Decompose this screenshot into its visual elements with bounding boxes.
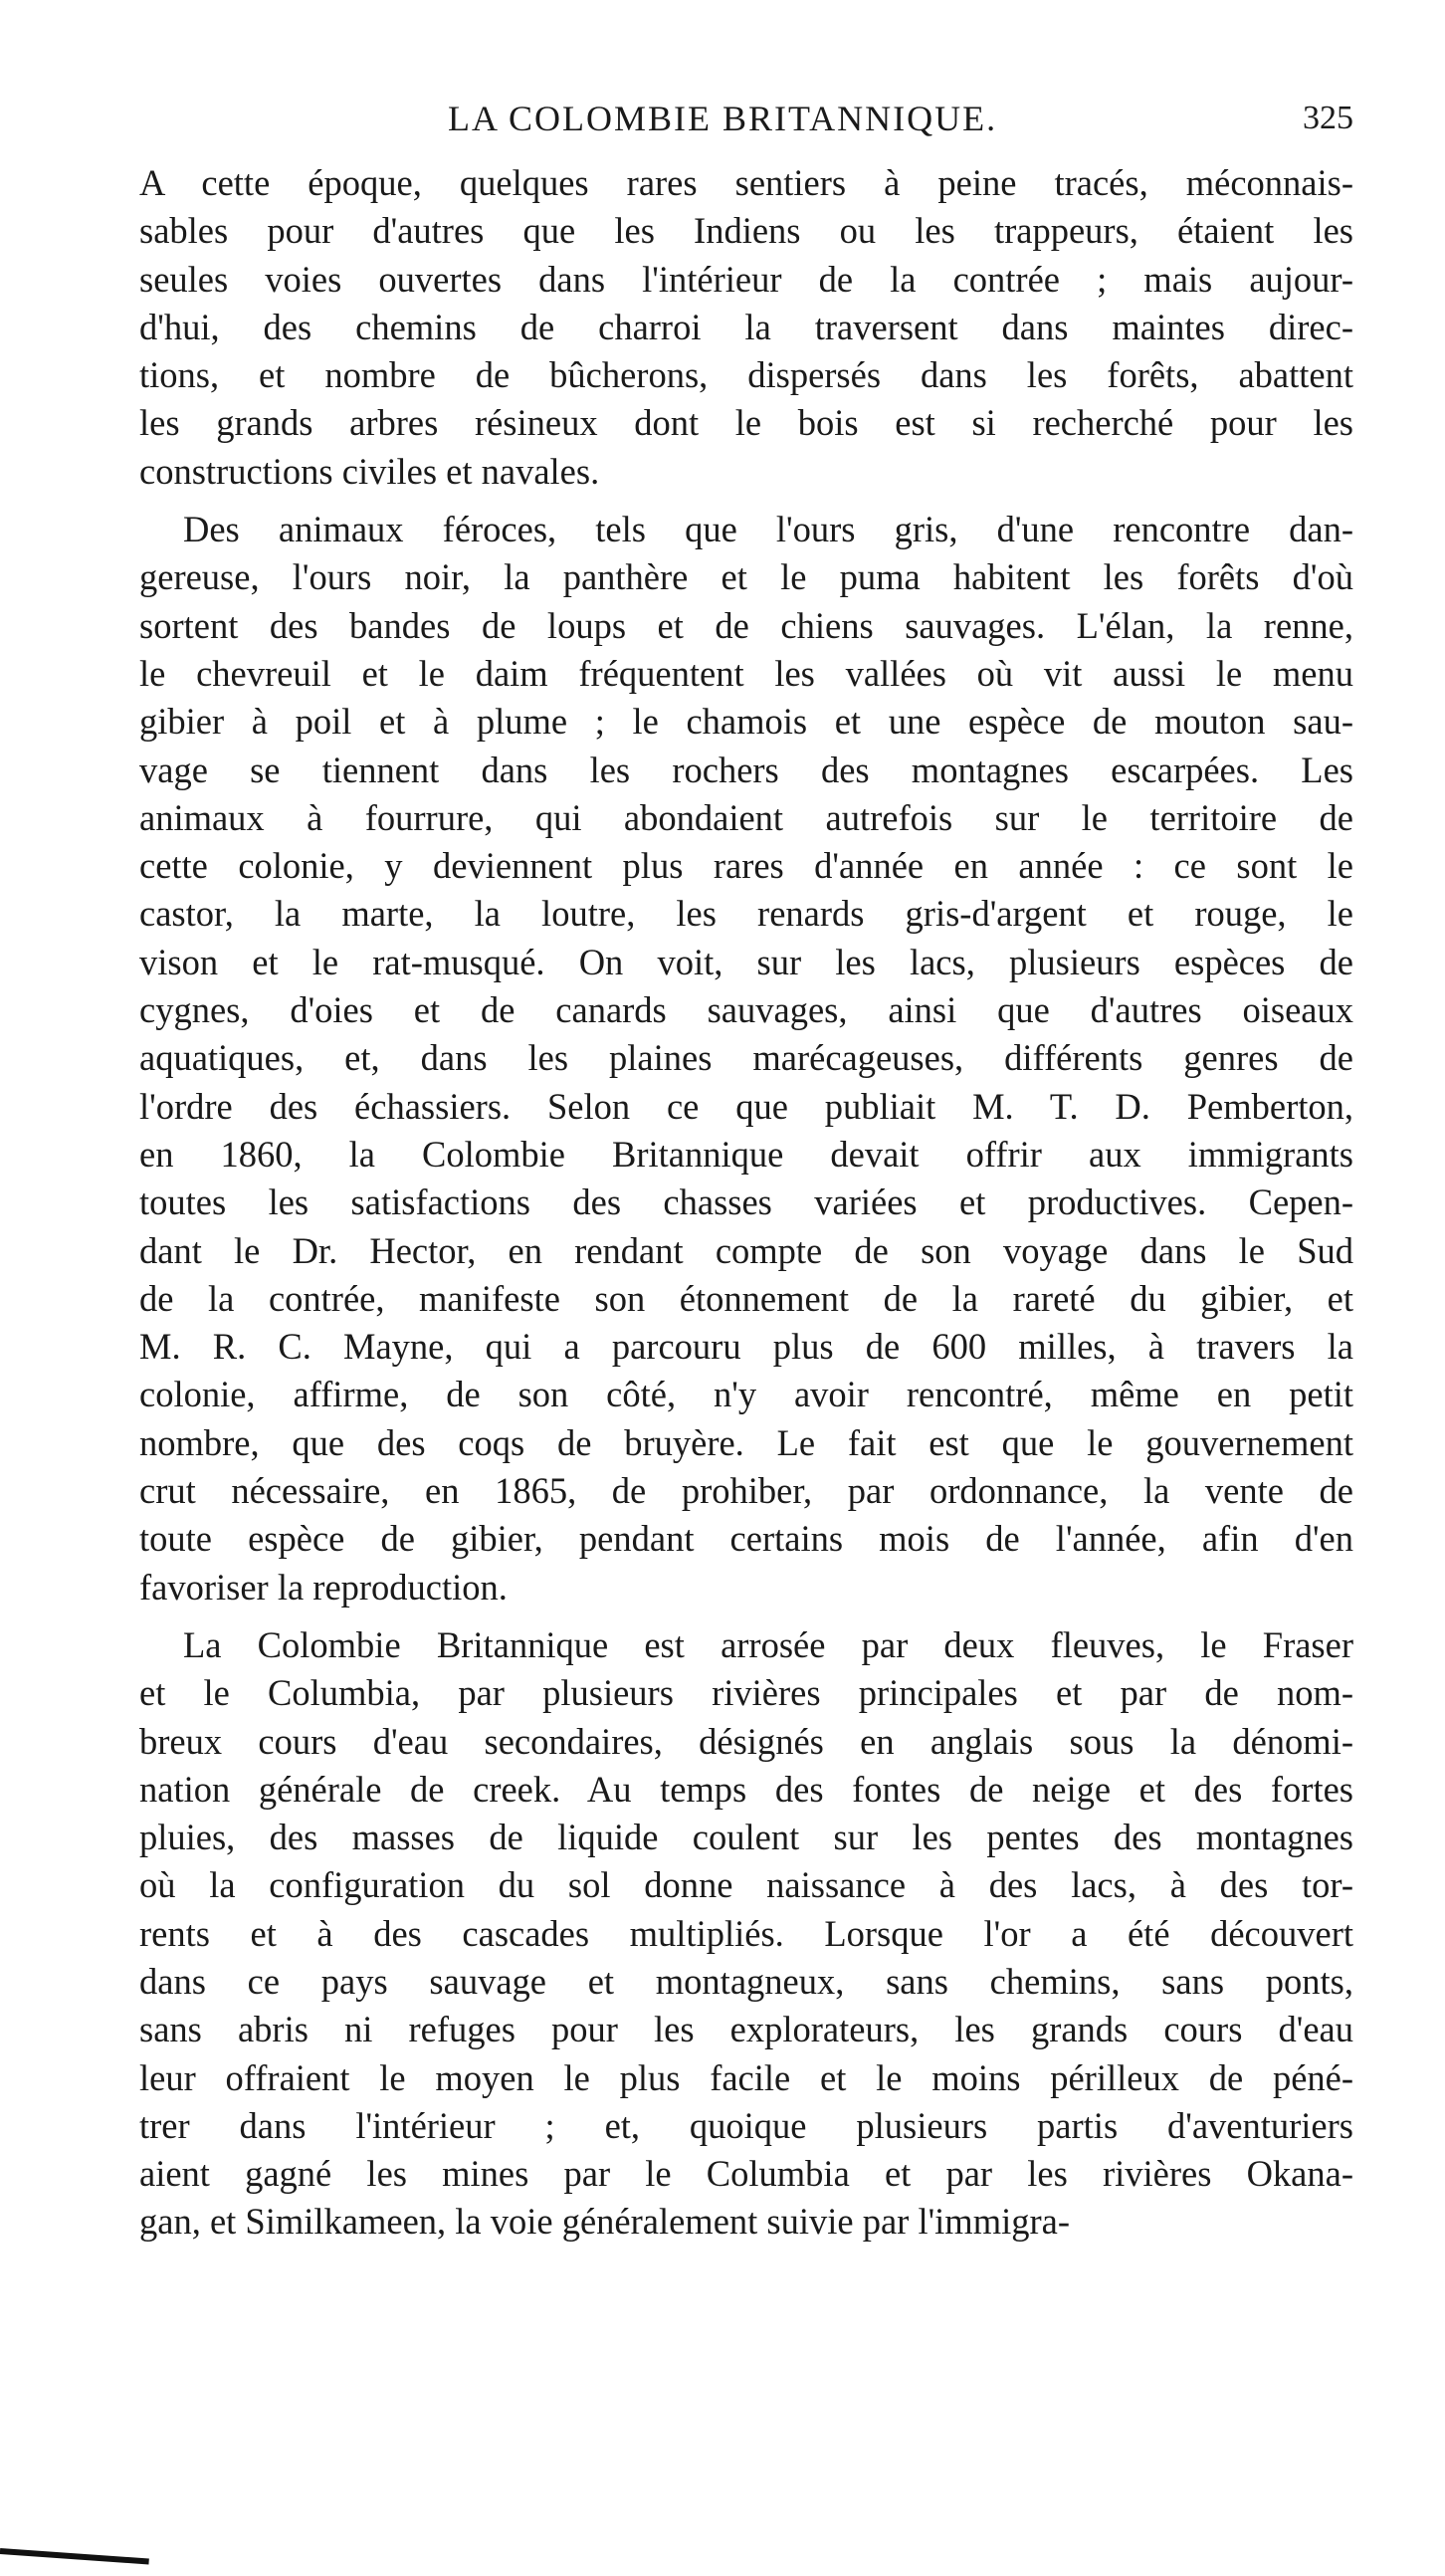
- text-line: aquatiques, et, dans les plaines marécageuses, différents genres de: [139, 1037, 1353, 1079]
- text-line: castor, la marte, la loutre, les renards gris-d'argent et rouge, le: [139, 893, 1353, 935]
- paragraph: [139, 159, 1353, 496]
- text-line: et le Columbia, par plusieurs rivières principales et par de nom-: [139, 1672, 1353, 1714]
- text-line: dans ce pays sauvage et montagneux, sans chemins, sans ponts,: [139, 1960, 1353, 2002]
- text-line: pluies, des masses de liquide coulent sur les pentes des montagnes: [139, 1817, 1353, 1858]
- text-line: nombre, que des coqs de bruyère. Le fait est que le gouvernement: [139, 1421, 1353, 1463]
- text-line: aient gagné les mines par le Columbia et par les rivières Okana-: [139, 2153, 1353, 2195]
- paragraph: [139, 506, 1353, 1611]
- text-line: dant le Dr. Hector, en rendant compte de son voyage dans le Sud: [139, 1229, 1353, 1271]
- scan-edge-mark: [0, 2548, 149, 2564]
- running-title: LA COLOMBIE BRITANNIQUE.: [448, 99, 998, 138]
- running-header: [129, 98, 1353, 147]
- text-line: toute espèce de gibier, pendant certains mois de l'année, afin d'en: [139, 1518, 1353, 1560]
- text-line: animaux à fourrure, qui abondaient autrefois sur le territoire de: [139, 796, 1353, 838]
- text-line: où la configuration du sol donne naissance à des lacs, à des tor-: [139, 1864, 1353, 1906]
- text-line: en 1860, la Colombie Britannique devait offrir aux immigrants: [139, 1133, 1353, 1175]
- text-line: rents et à des cascades multipliés. Lorsque l'or a été découvert: [139, 1912, 1353, 1954]
- paragraph-gap: [139, 1611, 1353, 1621]
- text-line: tions, et nombre de bûcherons, dispersés dans les forêts, abattent: [139, 354, 1353, 396]
- text-line: M. R. C. Mayne, qui a parcouru plus de 600 milles, à travers la: [139, 1326, 1353, 1368]
- text-line: d'hui, des chemins de charroi la traversent dans maintes direc-: [139, 306, 1353, 347]
- text-line: gibier à poil et à plume ; le chamois et une espèce de mouton sau-: [139, 701, 1353, 743]
- text-line: Des animaux féroces, tels que l'ours gris, d'une rencontre dan-: [183, 509, 1353, 550]
- text-line: constructions civiles et navales.: [139, 450, 600, 492]
- text-line: gereuse, l'ours noir, la panthère et le puma habitent les forêts d'où: [139, 556, 1353, 598]
- text-line: toutes les satisfactions des chasses variées et productives. Cepen-: [139, 1181, 1353, 1223]
- text-line: le chevreuil et le daim fréquentent les vallées où vit aussi le menu: [139, 652, 1353, 694]
- text-line: cette colonie, y deviennent plus rares d'année en année : ce sont le: [139, 845, 1353, 887]
- text-line: gan, et Similkameen, la voie généralement suivie par l'immigra-: [139, 2201, 1070, 2243]
- text-line: sans abris ni refuges pour les explorateurs, les grands cours d'eau: [139, 2009, 1353, 2050]
- text-line: A cette époque, quelques rares sentiers à peine tracés, méconnais-: [139, 162, 1353, 203]
- text-line: breux cours d'eau secondaires, désignés en anglais sous la dénomi-: [139, 1720, 1353, 1762]
- text-line: La Colombie Britannique est arrosée par deux fleuves, le Fraser: [183, 1623, 1353, 1665]
- text-line: favoriser la reproduction.: [139, 1566, 508, 1608]
- text-line: cygnes, d'oies et de canards sauvages, ainsi que d'autres oiseaux: [139, 989, 1353, 1031]
- text-line: l'ordre des échassiers. Selon ce que publiait M. T. D. Pemberton,: [139, 1085, 1353, 1127]
- text-line: colonie, affirme, de son côté, n'y avoir rencontré, même en petit: [139, 1374, 1353, 1415]
- paragraph-gap: [139, 496, 1353, 506]
- text-line: vison et le rat-musqué. On voit, sur les lacs, plusieurs espèces de: [139, 941, 1353, 982]
- text-line: sortent des bandes de loups et de chiens sauvages. L'élan, la renne,: [139, 604, 1353, 646]
- text-line: seules voies ouvertes dans l'intérieur de la contrée ; mais aujour-: [139, 258, 1353, 300]
- paragraph: [139, 1621, 1353, 2247]
- text-line: de la contrée, manifeste son étonnement de la rareté du gibier, et: [139, 1277, 1353, 1319]
- page-number: 325: [1303, 100, 1353, 136]
- text-line: leur offraient le moyen le plus facile et le moins périlleux de péné-: [139, 2056, 1353, 2098]
- text-line: crut nécessaire, en 1865, de prohiber, par ordonnance, la vente de: [139, 1470, 1353, 1512]
- text-line: vage se tiennent dans les rochers des montagnes escarpées. Les: [139, 749, 1353, 790]
- text-line: sables pour d'autres que les Indiens ou les trappeurs, étaient les: [139, 210, 1353, 252]
- body-text: [139, 159, 1353, 2247]
- text-line: les grands arbres résineux dont le bois est si recherché pour les: [139, 402, 1353, 444]
- text-line: trer dans l'intérieur ; et, quoique plusieurs partis d'aventuriers: [139, 2104, 1353, 2146]
- text-line: nation générale de creek. Au temps des fontes de neige et des fortes: [139, 1768, 1353, 1810]
